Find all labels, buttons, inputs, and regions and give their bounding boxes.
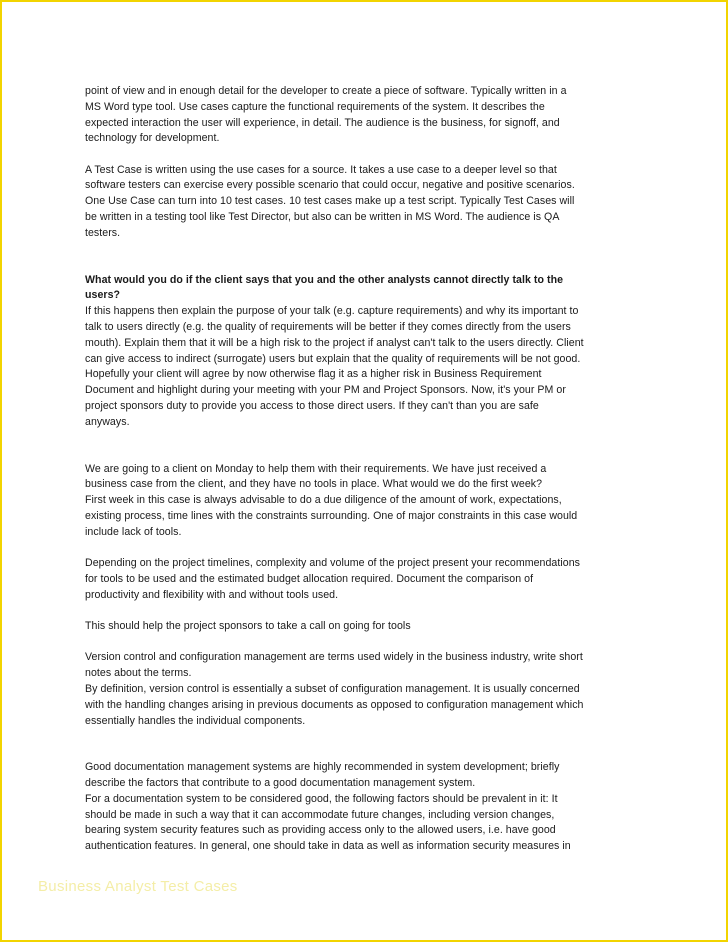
question-heading: What would you do if the client says that you and the other analysts cannot directly talk to the users?: [85, 273, 564, 302]
paragraph-test-case: A Test Case is written using the use cases for a source. It takes a use case to a deeper level so that software testers can exercise every possible scenario that could occur, negative and positive scenarios. One Use Case can turn into 10 test cases. 10 test cases make up a test script. Typically Test Cases will be written in a testing tool like Test Director, but also can be written in MS Word. The audience is QA testers.: [85, 163, 575, 239]
paragraph-documentation-systems: Good documentation management systems are highly recommended in system development; briefly describe the factors that contribute to a good documentation management system. For a documentation system to be considered good, the following factors should be prevalent in it: It should be made in such a way that it can accommodate future changes, including version changes, bearing system security features such as providing access only to the allowed users, i.e. have good authentication features. In general, one should take in data as well as information security measures in: [85, 761, 571, 853]
document-body: [85, 84, 645, 855]
paragraph-project-timelines: Depending on the project timelines, complexity and volume of the project present your recommendations for tools to be used and the estimated budget allocation required. Document the comparison of productivity and flexibility with and without tools used.: [85, 557, 580, 601]
watermark: Business Analyst Test Cases: [38, 878, 238, 895]
paragraph-use-cases: point of view and in enough detail for the developer to create a piece of software. Typically written in a MS Word type tool. Use cases capture the functional requirements of the system. It describes the expected interaction the user will experience, in detail. The audience is the business, for signoff, and technology for development.: [85, 85, 567, 145]
paragraph-version-control: Version control and configuration management are terms used widely in the business industry, write short notes about the terms. By definition, version control is essentially a subset of configuration management. It is usually concerned with the handling changes arising in previous documents as opposed to configuration management which essentially handles the individual components.: [85, 651, 584, 727]
paragraph-client-monday: We are going to a client on Monday to help them with their requirements. We have just received a business case from the client, and they have no tools in place. What would we do the first week? First week in this case is always advisable to do a due diligence of the amount of work, expectations, existing process, time lines with the constraints surrounding. One of major constraints in this case would include lack of tools.: [85, 462, 578, 538]
paragraph-talk-to-users: If this happens then explain the purpose of your talk (e.g. capture requirements) and why its important to talk to users directly (e.g. the quality of requirements will be better if they comes directly from the users mouth). Explain them that it will be a high risk to the project if analyst can't talk to the users directly. Client can give access to indirect (surrogate) users but explain that the quality of requirements will be not good. Hopefully your client will agree by now otherwise flag it as a higher risk in Business Requirement Document and highlight during your meeting with your PM and Project Sponsors. Now, it's your PM or project sponsors duty to provide you access to those direct users. If they can't than you are safe anyways.: [85, 305, 584, 428]
paragraph-project-sponsors: This should help the project sponsors to take a call on going for tools: [85, 620, 411, 633]
